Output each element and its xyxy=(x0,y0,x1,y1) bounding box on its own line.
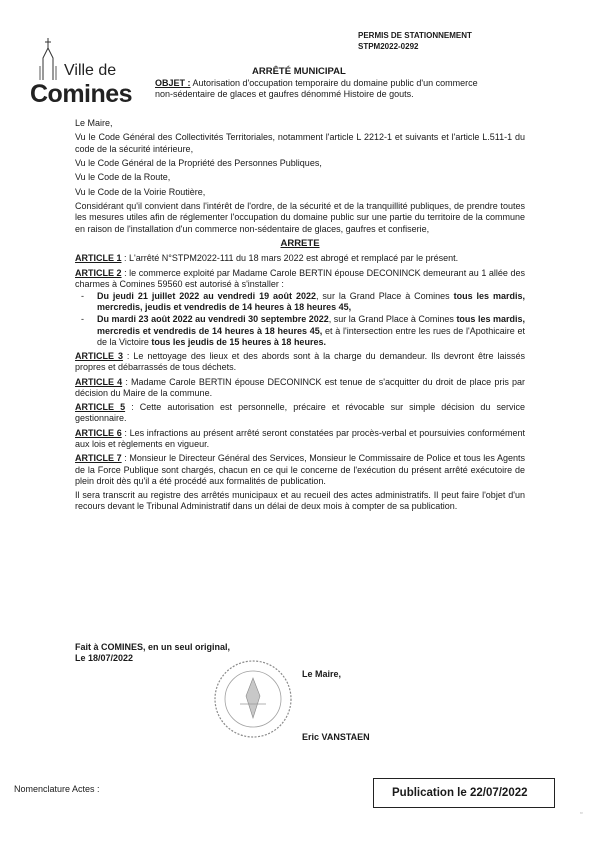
period-hours-2: tous les jeudis de 15 heures à 18 heures. xyxy=(151,336,326,347)
vu-cgct: Vu le Code Général des Collectivités Territoriales, notamment l'article L 2212-1 et suivants et l'article L.511-1 du code de la sécurité intérieure, xyxy=(75,132,525,154)
period-location-2: et à l'intersection entre les rues de l'Apothicaire et de la Victoire xyxy=(97,325,526,347)
period-item xyxy=(97,314,525,348)
signature-date: Le 18/07/2022 xyxy=(75,653,134,663)
article-text: : Le nettoyage des lieux et des abords sont à la charge du demandeur. Ils devront être laissés propres et débarrassés de tous déchets. xyxy=(75,350,525,373)
article-text: : Monsieur le Directeur Général des Services, Monsieur le Commissaire de Police et tous les Agents de la Force Publique sont chargés, chacun en ce qui le concerne de l'exécution du présent arrêté exécutoire de plein droit dès qu'il a été procédé aux formalités de publication. xyxy=(75,453,525,486)
objet-text: Autorisation d'occupation temporaire du domaine public d'un commerce non-sédentaire de glaces et gaufres dénommé Histoire de gouts. xyxy=(155,78,478,99)
article-label: ARTICLE 6 xyxy=(75,427,122,438)
signatory-name: Eric VANSTAEN xyxy=(302,732,370,742)
document-title: ARRÊTÉ MUNICIPAL xyxy=(252,66,346,77)
city-seal-stamp xyxy=(210,656,296,742)
vu-code-voirie: Vu le Code de la Voirie Routière, xyxy=(75,186,206,197)
vu-cgppp: Vu le Code Général de la Propriété des Personnes Publiques, xyxy=(75,157,322,168)
objet-label: OBJET : xyxy=(155,78,191,88)
period-hours: tous les mardis, mercredis, jeudis et vendredis de 14 heures à 18 heures 45, xyxy=(97,290,526,313)
period-location: , sur la Grand Place à Comines xyxy=(316,290,454,301)
publication-box xyxy=(373,778,555,808)
publication-date: Publication le 22/07/2022 xyxy=(392,787,528,799)
article-label: ARTICLE 3 xyxy=(75,350,123,361)
logo-ville: Ville de xyxy=(64,62,117,79)
preamble-maire: Le Maire, xyxy=(75,118,113,128)
period-location: , sur la Grand Place à Comines xyxy=(328,314,457,325)
signature-place-date xyxy=(75,642,230,664)
permit-number: STPM2022-0292 xyxy=(358,42,419,51)
vu-code-route: Vu le Code de la Route, xyxy=(75,172,171,183)
permit-type: PERMIS DE STATIONNEMENT xyxy=(358,31,472,40)
article-text: : L'arrêté N°STPM2022-111 du 18 mars 2022 est abrogé et remplacé par le présent. xyxy=(121,253,459,264)
nomenclature-label: Nomenclature Actes : xyxy=(14,784,100,794)
article-7 xyxy=(75,453,525,487)
arrete-heading: ARRETE xyxy=(280,237,320,249)
period-item xyxy=(97,291,525,313)
period-dates: Du jeudi 21 juillet 2022 au vendredi 19 août 2022 xyxy=(97,290,316,301)
signatory-title: Le Maire, xyxy=(302,669,342,679)
article-label: ARTICLE 2 xyxy=(75,267,122,278)
objet-block xyxy=(155,78,485,100)
city-logo xyxy=(28,38,138,108)
period-hours: tous les mardis, mercredis et vendredis de 14 heures à 18 heures 45, xyxy=(97,314,525,336)
article-text: : Cette autorisation est personnelle, précaire et révocable sur simple décision du service gestionnaire. xyxy=(75,402,525,424)
permit-reference xyxy=(358,30,472,52)
article-label: ARTICLE 1 xyxy=(75,253,122,264)
article-3 xyxy=(75,351,525,373)
article-text: : Les infractions au présent arrêté seront constatées par procès-verbal et poursuivies conformément aux lois et règlements en vigueur. xyxy=(75,427,525,449)
logo-comines: Comines xyxy=(30,80,133,108)
article-label: ARTICLE 5 xyxy=(75,402,126,413)
document-body xyxy=(75,118,525,516)
article-1 xyxy=(75,253,525,264)
scan-mark: ▫ xyxy=(580,810,583,817)
closing-text: Il sera transcrit au registre des arrêtés municipaux et au recueil des actes administratifs. Il peut faire l'objet d'un recours devant le Tribunal Administratif dans un délai de deux mois à compter de sa publication. xyxy=(75,490,525,512)
article-5 xyxy=(75,402,525,424)
article-text: : le commerce exploité par Madame Carole BERTIN épouse DECONINCK demeurant au 1 allée des charmes à Comines 59560 est autorisé à s'installer : xyxy=(75,267,525,289)
article-4 xyxy=(75,377,525,399)
period-list xyxy=(75,291,525,348)
article-label: ARTICLE 4 xyxy=(75,376,123,387)
article-label: ARTICLE 7 xyxy=(75,453,122,464)
article-text: : Madame Carole BERTIN épouse DECONINCK est tenue de s'acquitter du droit de place pris par décision du Maire de la commune. xyxy=(75,376,525,398)
article-2 xyxy=(75,268,525,290)
fait-a: Fait à COMINES, en un seul original, xyxy=(75,642,231,652)
article-6 xyxy=(75,428,525,450)
considerant: Considérant qu'il convient dans l'intérêt de l'ordre, de la sécurité et de la tranquillité publiques, de prendre toutes les mesures utiles afin de réglementer l'occupation du domaine public sur une partie du territoire de la commune en raison de l'installation d'un commerce non-sédentaire de glaces, gaufres et confiserie, xyxy=(75,201,525,234)
period-dates: Du mardi 23 août 2022 au vendredi 30 septembre 2022 xyxy=(97,314,329,325)
